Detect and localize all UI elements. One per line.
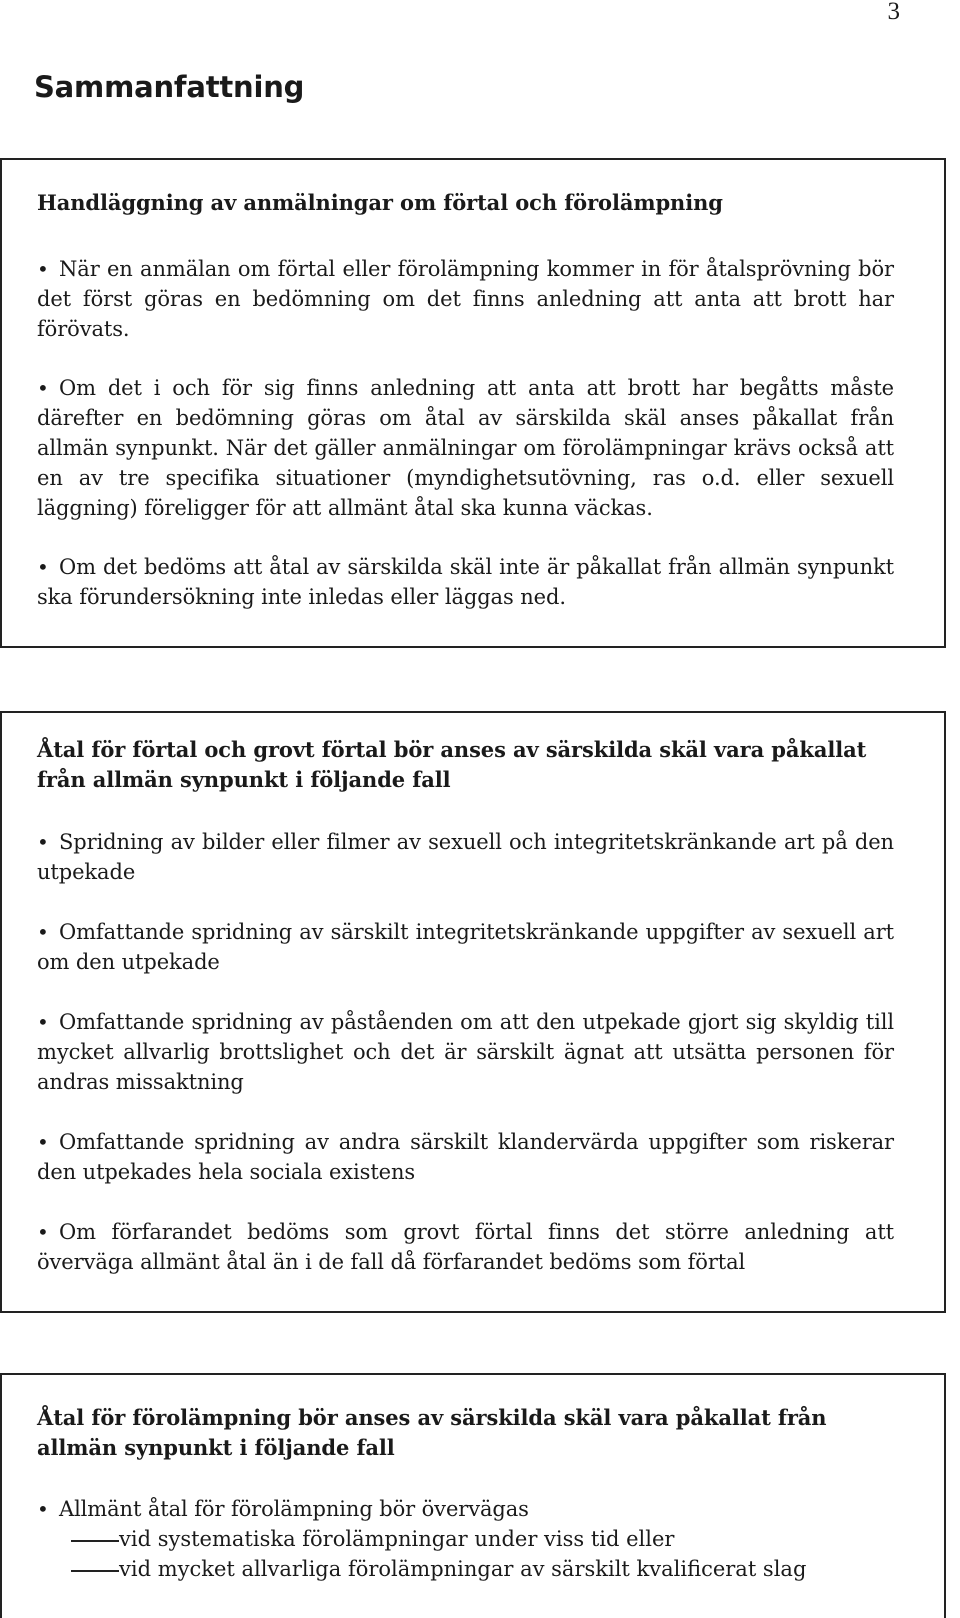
bullet-list-handling xyxy=(37,254,894,612)
list-item xyxy=(37,1127,894,1187)
list-item-text: Allmänt åtal för förolämpning bör övervägas xyxy=(59,1497,529,1521)
list-item-text: Omfattande spridning av särskilt integritetskränkande uppgifter av sexuell art om den utpekade xyxy=(37,920,894,974)
dash-icon xyxy=(37,1524,119,1554)
page-number: 3 xyxy=(887,0,900,25)
list-item xyxy=(37,1217,894,1277)
bullet-list-insult xyxy=(37,1494,894,1524)
list-item xyxy=(37,827,894,887)
bullet-icon: • xyxy=(37,1130,49,1154)
page-title: Sammanfattning xyxy=(34,70,305,104)
bullet-icon: • xyxy=(37,555,49,579)
list-item xyxy=(37,552,894,612)
bullet-icon: • xyxy=(37,376,49,400)
dash-icon xyxy=(37,1554,119,1584)
summary-box-handling xyxy=(0,158,946,648)
list-item xyxy=(37,254,894,344)
bullet-icon: • xyxy=(37,1010,49,1034)
bullet-icon: • xyxy=(37,257,49,281)
bullet-icon: • xyxy=(37,830,49,854)
list-item-text: Om förfarandet bedöms som grovt förtal finns det större anledning att överväga allmänt åtal än i de fall då förfarandet bedöms som förtal xyxy=(37,1220,894,1274)
list-item-text: Omfattande spridning av andra särskilt klandervärda uppgifter som riskerar den utpekades hela sociala existens xyxy=(37,1130,894,1184)
list-item-text: Om det i och för sig finns anledning att anta att brott har begåtts måste därefter en bedömning göras om åtal av särskilda skäl anses påkallat från allmän synpunkt. När det gäller anmälningar om förolämpningar krävs också att en av tre specifika situationer (myndighetsutövning, ras o.d. eller sexuell läggning) föreligger för att allmänt åtal ska kunna väckas. xyxy=(37,376,894,520)
box-heading-defamation: Åtal för förtal och grovt förtal bör anses av särskilda skäl vara påkallat från allmän synpunkt i följande fall xyxy=(37,737,867,792)
summary-box-defamation xyxy=(0,711,946,1313)
summary-box-insult xyxy=(0,1373,946,1618)
list-item-text: Spridning av bilder eller filmer av sexuell och integritetskränkande art på den utpekade xyxy=(37,830,894,884)
sub-list-item-text: vid systematiska förolämpningar under viss tid eller xyxy=(119,1527,675,1551)
bullet-icon: • xyxy=(37,1220,49,1244)
bullet-list-defamation xyxy=(37,827,894,1277)
list-item xyxy=(37,373,894,523)
bullet-icon: • xyxy=(37,1497,49,1521)
sub-list-item xyxy=(37,1524,894,1554)
box-heading-handling: Handläggning av anmälningar om förtal och förolämpning xyxy=(37,190,723,215)
sub-list-item xyxy=(37,1554,894,1584)
sub-list-insult xyxy=(37,1524,894,1584)
list-item-text: Om det bedöms att åtal av särskilda skäl inte är påkallat från allmän synpunkt ska förundersökning inte inledas eller läggas ned. xyxy=(37,555,894,609)
list-item xyxy=(37,917,894,977)
bullet-icon: • xyxy=(37,920,49,944)
sub-list-item-text: vid mycket allvarliga förolämpningar av särskilt kvalificerat slag xyxy=(119,1557,807,1581)
list-item xyxy=(37,1007,894,1097)
list-item xyxy=(37,1494,894,1524)
list-item-text: Omfattande spridning av påståenden om att den utpekade gjort sig skyldig till mycket allvarlig brottslighet och det är särskilt ägnat att utsätta personen för andras missaktning xyxy=(37,1010,894,1094)
list-item-text: När en anmälan om förtal eller förolämpning kommer in för åtalsprövning bör det först göras en bedömning om det finns anledning att anta att brott har förövats. xyxy=(37,257,894,341)
box-heading-insult: Åtal för förolämpning bör anses av särskilda skäl vara påkallat från allmän synpunkt i följande fall xyxy=(37,1405,827,1460)
